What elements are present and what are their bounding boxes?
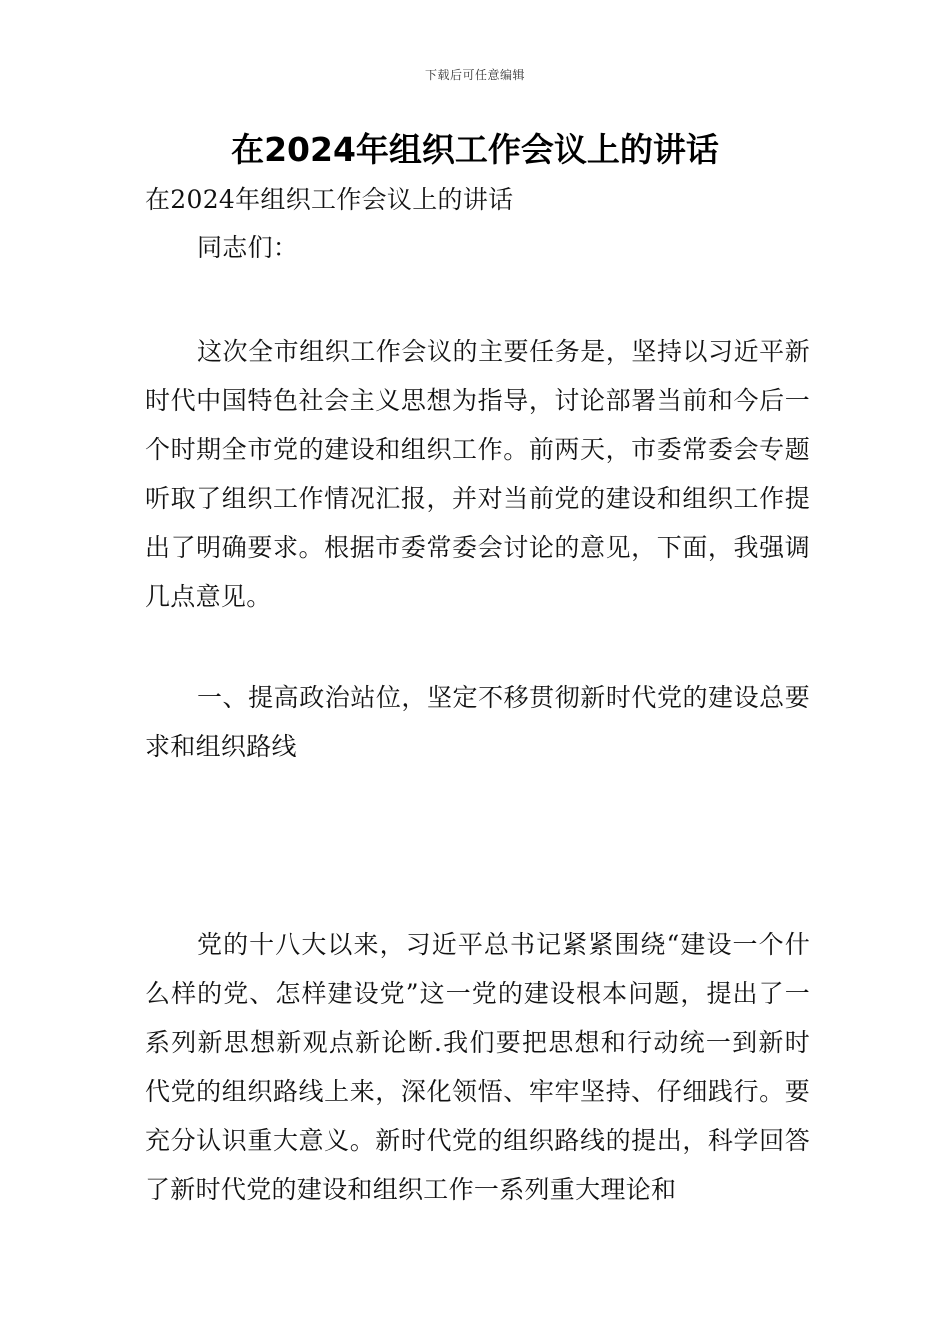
salutation: 同志们： <box>197 233 299 262</box>
header-note: 下载后可任意编辑 <box>424 68 525 82</box>
document-title: 在2024年组织工作会议上的讲话 <box>231 130 719 169</box>
section-heading-1: 一、提高政治站位，坚定不移贯彻新时代党的建设总要求和组织路线 <box>145 683 810 761</box>
paragraph-section-1: 党的十八大以来，习近平总书记紧紧围绕“建设一个什么样的党、怎样建设党”这一党的建设根本问题，提出了一系列新思想新观点新论断.我们要把思想和行动统一到新时代党的组织路线上来，深化领悟、牢牢坚持、仔细践行。要充分认识重大意义。新时代党的组织路线的提出，科学回答了新时代党的建设和组织工作一系列重大理论和 <box>145 930 810 1204</box>
paragraph-intro: 这次全市组织工作会议的主要任务是，坚持以习近平新时代中国特色社会主义思想为指导，讨论部署当前和今后一个时期全市党的建设和组织工作。前两天，市委常委会专题听取了组织工作情况汇报，并对当前党的建设和组织工作提出了明确要求。根据市委常委会讨论的意见，下面，我强调几点意见。 <box>145 337 810 611</box>
document-subtitle: 在2024年组织工作会议上的讲话 <box>145 185 514 214</box>
